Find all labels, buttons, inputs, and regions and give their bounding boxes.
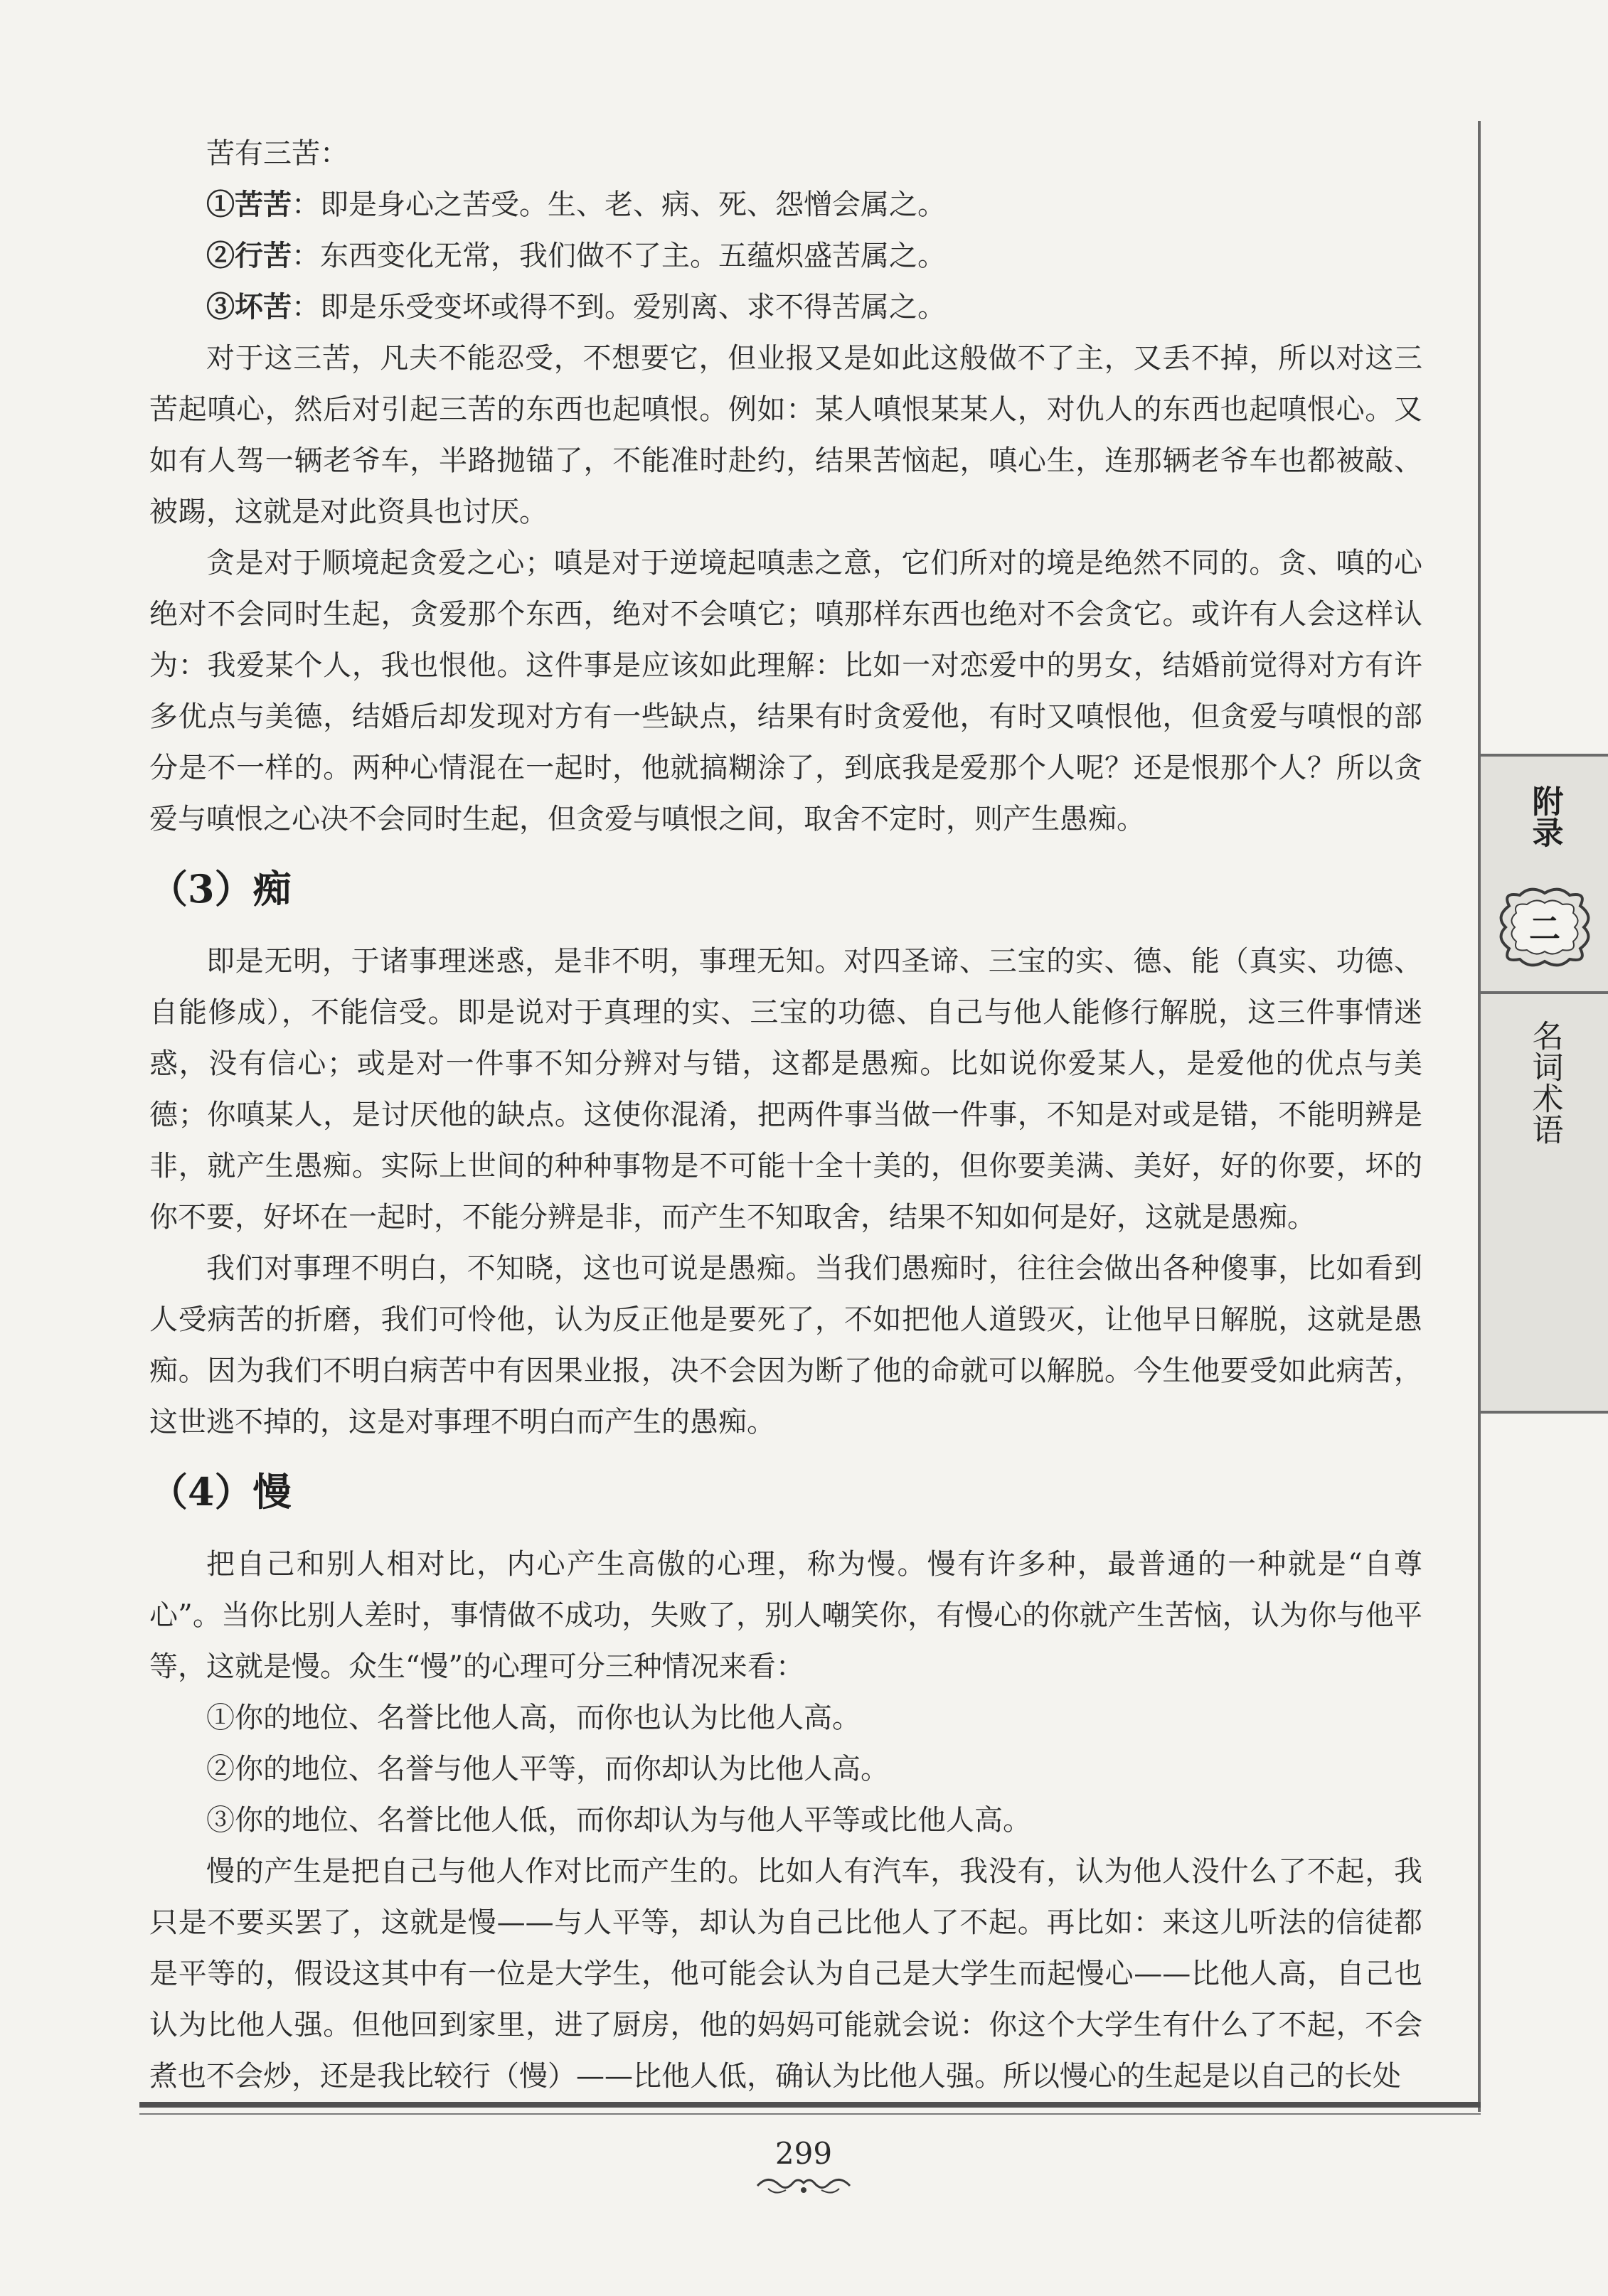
- section-heading: （4）慢: [149, 1469, 292, 1515]
- chapter-number: 二: [1529, 911, 1560, 947]
- flourish-ornament-icon: [754, 2170, 853, 2199]
- definition: ：东西变化无常，我们做不了主。五蕴炽盛苦属之。: [292, 240, 946, 272]
- paragraph: 苦有三苦：: [206, 137, 348, 170]
- list-item: ①你的地位、名誉比他人高，而你也认为比他人高。: [206, 1702, 861, 1734]
- appendix-label: 附录: [1526, 785, 1563, 848]
- term: ②行苦: [206, 239, 292, 272]
- page-number: 299: [774, 2136, 833, 2171]
- term: ③坏苦: [206, 290, 292, 324]
- term: ①苦苦: [206, 188, 292, 221]
- tab-divider: [1481, 991, 1608, 994]
- list-item: [149, 282, 1422, 333]
- footer-rule-thin: [139, 2113, 1481, 2115]
- list-item: ②你的地位、名誉与他人平等，而你却认为比他人高。: [206, 1753, 889, 1785]
- chapter-title: 名词术语: [1526, 1020, 1563, 1145]
- list-item: ③你的地位、名誉比他人低，而你却认为与他人平等或比他人高。: [206, 1804, 1031, 1837]
- paragraph: 贪是对于顺境起贪爱之心；嗔是对于逆境起嗔恚之意，它们所对的境是绝然不同的。贪、嗔的心绝对不会同时生起，贪爱那个东西，绝对不会嗔它；嗔那样东西也绝对不会贪它。或许有人会这样认为：我爱某个人，我也恨他。这件事是应该如此理解：比如一对恋爱中的男女，结婚前觉得对方有许多优点与美德，结婚后却发现对方有一些缺点，结果有时贪爱他，有时又嗔恨他，但贪爱与嗔恨的部分是不一样的。两种心情混在一起时，他就搞糊涂了，到底我是爱那个人呢？还是恨那个人？所以贪爱与嗔恨之心决不会同时生起，但贪爱与嗔恨之间，取舍不定时，则产生愚痴。: [149, 547, 1422, 835]
- paragraph: 我们对事理不明白，不知晓，这也可说是愚痴。当我们愚痴时，往往会做出各种傻事，比如看到人受病苦的折磨，我们可怜他，认为反正他是要死了，不如把他人道毁灭，让他早日解脱，这就是愚痴。因为我们不明白病苦中有因果业报，决不会因为断了他的命就可以解脱。今生他要受如此病苦，这世逃不掉的，这是对事理不明白而产生的愚痴。: [149, 1252, 1422, 1438]
- body-text: [149, 128, 1422, 2102]
- paragraph: 即是无明，于诸事理迷惑，是非不明，事理无知。对四圣谛、三宝的实、德、能（真实、功德、自能修成），不能信受。即是说对于真理的实、三宝的功德、自己与他人能修行解脱，这三件事情迷惑，没有信心；或是对一件事不知分辨对与错，这都是愚痴。比如说你爱某人，是爱他的优点与美德；你嗔某人，是讨厌他的缺点。这使你混淆，把两件事当做一件事，不知是对或是错，不能明辨是非，就产生愚痴。实际上世间的种种事物是不可能十全十美的，但你要美满、美好，好的你要，坏的你不要，好坏在一起时，不能分辨是非，而产生不知取舍，结果不知如何是好，这就是愚痴。: [149, 945, 1422, 1234]
- paragraph: 对于这三苦，凡夫不能忍受，不想要它，但业报又是如此这般做不了主，又丢不掉，所以对这三苦起嗔心，然后对引起三苦的东西也起嗔恨。例如：某人嗔恨某某人，对仇人的东西也起嗔恨心。又如有人驾一辆老爷车，半路抛锚了，不能准时赴约，结果苦恼起，嗔心生，连那辆老爷车也都被敲、被踢，这就是对此资具也讨厌。: [149, 342, 1422, 528]
- chapter-badge: [1495, 885, 1594, 970]
- footer-rule: [139, 2102, 1481, 2108]
- section-heading: （3）痴: [149, 866, 292, 912]
- paragraph: 慢的产生是把自己与他人作对比而产生的。比如人有汽车，我没有，认为他人没什么了不起，我只是不要买罢了，这就是慢——与人平等，却认为自己比他人了不起。再比如：来这儿听法的信徒都是平等的，假设这其中有一位是大学生，他可能会认为自己是大学生而起慢心——比他人高，自己也认为比他人强。但他回到家里，进了厨房，他的妈妈可能就会说：你这个大学生有什么了不起，不会煮也不会炒，还是我比较行（慢）——比他人低，确认为比他人强。所以慢心的生起是以自己的长处: [149, 1855, 1422, 2093]
- paragraph: 把自己和别人相对比，内心产生高傲的心理，称为慢。慢有许多种，最普通的一种就是“自尊心”。当你比别人差时，事情做不成功，失败了，别人嘲笑你，有慢心的你就产生苦恼，认为你与他平等，这就是慢。众生“慢”的心理可分三种情况来看：: [149, 1548, 1422, 1683]
- list-item: [149, 230, 1422, 282]
- definition: ：即是乐受变坏或得不到。爱别离、求不得苦属之。: [292, 291, 946, 324]
- definition: ：即是身心之苦受。生、老、病、死、怨憎会属之。: [292, 188, 946, 221]
- chapter-tab: [1481, 754, 1608, 1414]
- list-item: [149, 179, 1422, 230]
